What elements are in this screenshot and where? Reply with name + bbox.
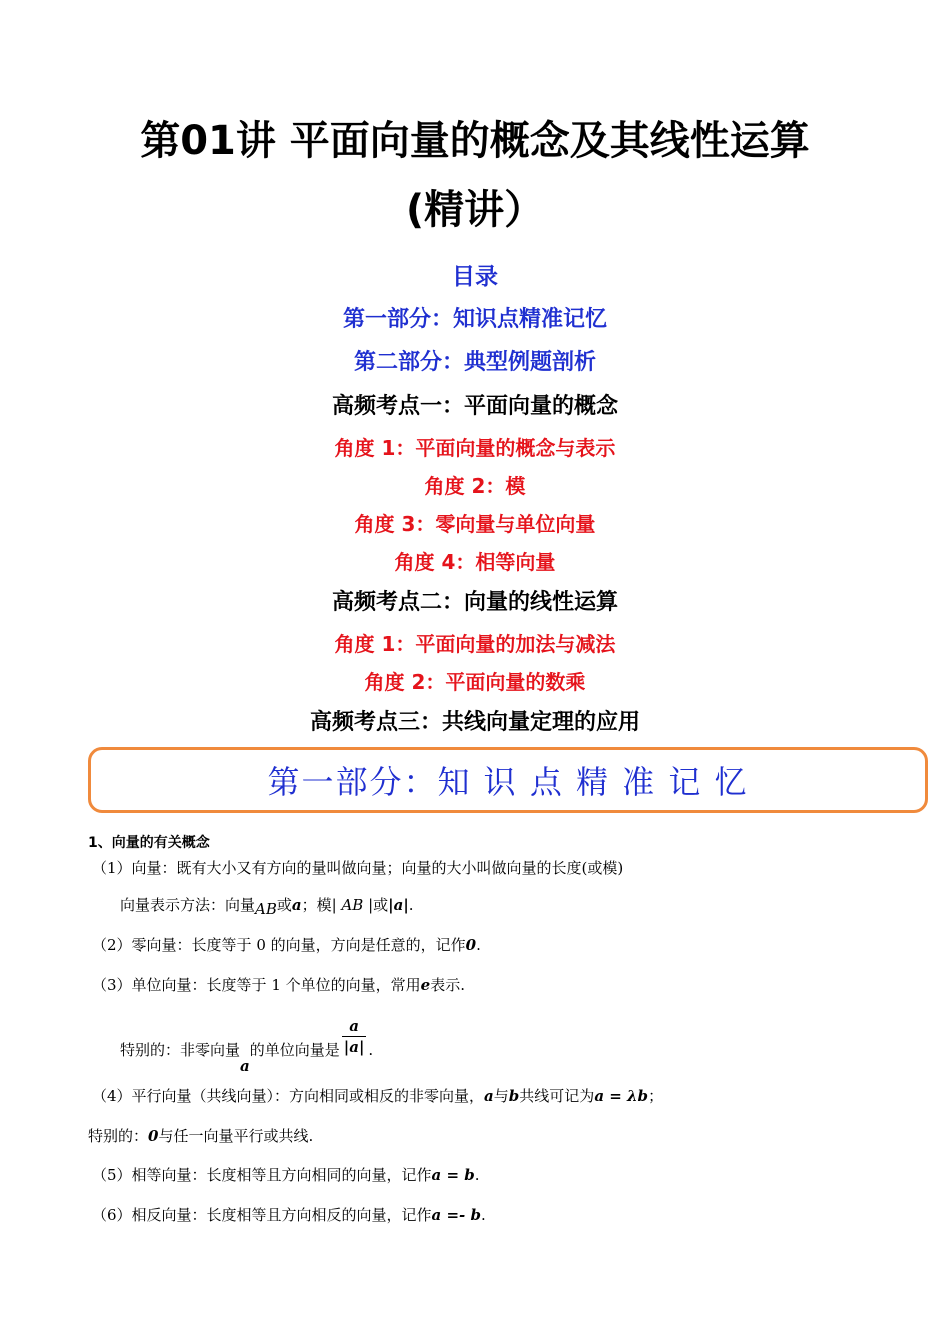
item-unit-vector: （3）单位向量：长度等于 1 个单位的向量，常用e表示. bbox=[92, 976, 465, 994]
toc-point1-link[interactable]: 高频考点一：平面向量的概念 bbox=[331, 394, 618, 419]
toc-p1-angle4-link[interactable]: 角度 4：相等向量 bbox=[394, 550, 556, 574]
item-opposite-vector: （6）相反向量：长度相等且方向相反的向量，记作a =- b. bbox=[92, 1206, 486, 1224]
item-vector-representation: 向量表示方法：向量AB或a；模| AB |或|a|. bbox=[120, 896, 414, 918]
unit-vector-fraction: $\frac{a}{|a|}$ bbox=[343, 1017, 365, 1056]
toc-point2-link[interactable]: 高频考点二：向量的线性运算 bbox=[331, 590, 618, 615]
page-title: 第01讲 平面向量的概念及其线性运算 bbox=[140, 118, 810, 164]
section-banner bbox=[88, 747, 928, 813]
item-parallel-special: 特别的：0与任一向量平行或共线. bbox=[88, 1127, 314, 1145]
toc-p1-angle3-link[interactable]: 角度 3：零向量与单位向量 bbox=[354, 512, 596, 536]
toc-p2-angle1-link[interactable]: 角度 1：平面向量的加法与减法 bbox=[334, 632, 616, 656]
toc-p1-angle2-link[interactable]: 角度 2：模 bbox=[424, 474, 526, 498]
section-heading: 1、向量的有关概念 bbox=[88, 835, 210, 851]
item-unit-vector-special: 特别的：非零向量a的单位向量是 $\frac{a}{|a|}$ . bbox=[120, 1017, 374, 1075]
item-parallel-vector: （4）平行向量（共线向量）：方向相同或相反的非零向量，a与b共线可记为a = λb； bbox=[92, 1087, 664, 1105]
toc-part1-link[interactable]: 第一部分：知识点精准记忆 bbox=[342, 307, 607, 332]
toc-point3-link[interactable]: 高频考点三：共线向量定理的应用 bbox=[309, 710, 640, 735]
toc-p1-angle1-link[interactable]: 角度 1：平面向量的概念与表示 bbox=[334, 436, 616, 460]
page-subtitle: (精讲） bbox=[405, 187, 545, 233]
toc-part2-link[interactable]: 第二部分：典型例题剖析 bbox=[353, 350, 596, 375]
toc-heading: 目录 bbox=[452, 264, 498, 290]
item-zero-vector: （2）零向量：长度等于 0 的向量，方向是任意的，记作0. bbox=[92, 936, 481, 954]
item-equal-vector: （5）相等向量：长度相等且方向相同的向量，记作a = b. bbox=[92, 1166, 480, 1184]
banner-text: 第一部分：知 识 点 精 准 记 忆 bbox=[267, 763, 749, 801]
item-vector-definition: （1）向量：既有大小又有方向的量叫做向量；向量的大小叫做向量的长度(或模) bbox=[92, 859, 624, 877]
toc-p2-angle2-link[interactable]: 角度 2：平面向量的数乘 bbox=[364, 670, 586, 694]
